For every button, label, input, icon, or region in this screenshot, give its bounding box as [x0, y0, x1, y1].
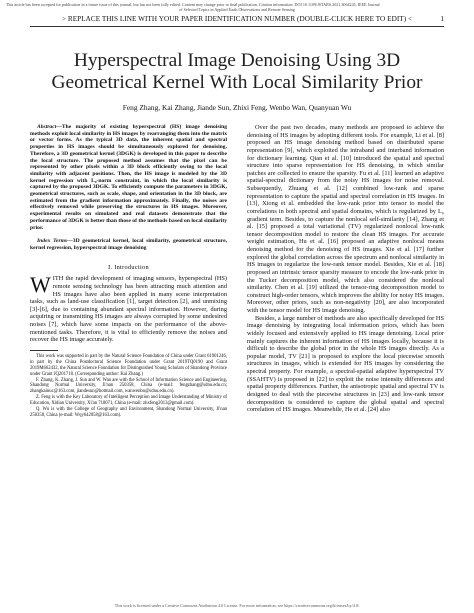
paper-title-line1: Hyperspectral Image Denoising Using 3D — [73, 50, 401, 71]
footnote-funding: This work was supported in part by the Natural Science Foundation of China under Grant 61901246, in part by the China Postdoctoral Science Foundation under Grant 2019TQ0190 and Grant 2019M662432, the Natural Science Foundation for Distinguished Young Scholars of Shandong Province under Grant JQ201718. (Corresponding author: Kai Zhang.) — [30, 353, 227, 377]
footnote-affiliation: Q. Wu is with the College of Geography and Environment, Shandong Normal University, Ji'nan 250358, China (e-mail: Wqy642058@163.com). — [30, 407, 227, 418]
footnote-rule — [30, 350, 58, 351]
intro-paragraph-text: ITH the rapid development of imaging sensors, hyperspectral (HS) remote sensing technology has been attracting much attention and HS images have also been applied in many scene interpretation tasks, such as land-use classification [1], target detection [2], and unmixing [3]-[6], due to containing abundant spectral information. However, during acquiring or transmitting HS images are always corrupted by some undesired noises [7], which have some impacts on the performance of the above-mentioned tasks. Therefore, it is vital to efficiently remove the noises and recover the HS image accurately. — [30, 275, 227, 344]
page-number: 1 — [440, 15, 444, 23]
running-header-text: > REPLACE THIS LINE WITH YOUR PAPER IDENTIFICATION NUMBER (DOUBLE-CLICK HERE TO EDIT) < — [61, 15, 413, 23]
section-heading-introduction: I. Introduction — [108, 263, 149, 271]
license-notice: This work is licensed under a Creative Commons Attribution 4.0 License. For more information, see https://creativecommons.org/licenses/by/4.0/ — [114, 603, 360, 608]
abstract-label: Abstract — [37, 124, 57, 130]
index-terms-text: —3D geometrical kernel, local similarity, geometrical structure, kernel regression, hyperspectral image denoising — [30, 238, 228, 251]
abstract — [30, 124, 227, 231]
publication-notice-line2: of Selected Topics in Applied Earth Observations and Remote Sensing — [179, 7, 295, 13]
publication-notice — [6, 2, 468, 13]
publication-notice-line1: This article has been accepted for publication in a future issue of this journal, but has not been fully edited. Content may change prior to final publication. Citation information: DOI 10.1109/JSTARS.2021.3064245, IEEE Journal — [6, 2, 380, 7]
paper-title-line2: Geometrical Kernel With Local Similarity Prior — [51, 71, 423, 93]
right-column — [247, 124, 444, 414]
body-paragraph: Over the past two decades, many methods are proposed to achieve the denoising of HS images by adopting different tools. For example, Li et al. [8] proposed an HS image denoising method based on distributed sparse representation [9], which exploited the intraband and interband information for dictionary learning. Qian et al. [10] introduced the spatial and spectral structure into sparse representation for HS denoising, in which similar patches are collected to ensure the sparsity. Fu et al. [11] learned an adaptive spatial-spectral dictionary from the noisy HS images for noise removal. Subsequently, Zhuang et al. [12] combined low-rank and sparse representation to capture the spatial and spectral correlation in HS images. In [13], Xiong et al. embedded the low-rank prior into tensor to model the correlations in both spectral and spatial domains, which is regularized by L₀ gradient term. Besides, to capture the nonlocal self-similarity [14], Zhang et al. [15] proposed a total variational (TV) regularized nonlocal low-rank tensor decomposition model to restore the clean HS images. For accurate weight estimation, Hu et al. [16] proposed an adaptive nonlocal means denoising method for the denoising of HS images. Xie et al. [17] further explored the global correlation across the spectrum and nonlocal similarity in HS images to regularize the low-rank tensor model. Besides, Xie et al. [18] proposed an intrinsic tensor sparsity measure to encode the low-rank prior in the Tucker decomposition model, which also considered the nonlocal similarity. Chen et al. [19] utilized the tensor-ring decomposition model to construct high-order tensors, which improves the ability for noisy HS images. Moreover, other priors, such as non-negativity [20], are also incorporated with the tensor model for HS image denoising. — [247, 124, 444, 314]
intro-paragraph — [30, 272, 227, 344]
author-list: Feng Zhang, Kai Zhang, Jiande Sun, Zhixi Feng, Wenbo Wan, Quanyuan Wu — [122, 103, 352, 112]
index-terms — [30, 238, 227, 251]
footnotes — [30, 354, 227, 419]
left-column — [30, 124, 227, 419]
paper-title — [30, 50, 444, 93]
running-header — [30, 15, 444, 24]
footnote-affiliation: F. Zhang, K. Zhang, J. Sun and W. Wan are with the School of Information Science and Engineering, Shandong Normal University, Ji'nan 250358, China (e-mail: fengzhang@sdnu.edu.cn; zhangkainuc@163.com, jiandesun@hotmail.com, wanwenbo@sdnu.edu.cn). — [30, 377, 227, 395]
body-paragraph: Besides, a large number of methods are also specifically developed for HS image denoising by integrating local information priors, which has been widely focused and extensively applied to HS image denoising. Local prior mainly captures the inherent information of HS images locally, because it is difficult to describe the global prior in the whole HS images directly. As a popular model, TV [21] is proposed to explore the local piecewise smooth structures in images, which is extended for HS images by considering the spectral property. For example, a spectral-spatial adaptive hyperspectral TV (SSAHTV) is proposed in [22] to exploit the noise intensity differences and spatial property differences. Further, the anisotropic spatial and spectral TV is designed to deal with the piecewise structures in [23] and low-rank tensor decomposition is considered to capture the global spatial and spectral correlation of HS images. Meanwhile, He et al. [24] also — [247, 314, 444, 414]
header-rule — [30, 26, 444, 27]
footnote-affiliation: Z. Feng is with the Key Laboratory of Intelligent Perception and Image Understanding of Ministry of Education, Xidian University, Xi'an 710071, China (e-mail: zhxfeng2013@gmail.com). — [30, 395, 227, 407]
abstract-text: —The majority of existing hyperspectral (HS) image denoising methods exploit local similarity in HS images by rearranging them into the matrix or vector forms. As the typical 3D data, the inherent spatial and spectral properties in HS images should be simultaneously explored for denoising. Therefore, a 3D geometrical kernel (3DGK) is developed in this paper to describe the local structure. The proposed method assumes that the pixel can be represented by other pixels within a 3D block efficiently owing to the local similarity with adjacent positions. Then, the HS image is modeled by the 3D kernel regression with L₀-norm constraint, in which the local similarity is captured by the proposed 3DGK. To efficiently compute the parameters in 3DGK, geometrical structures, such as scale, shape, and orientation in the 3D block, are estimated from the gradient information approximately. Finally, the noises are effectively removed while preserving the structures in HS images. Moreover, experimental results on simulated and real datasets demonstrate that the performance of 3DGK is better than those of the methods based on local similarity prior. — [30, 124, 227, 231]
index-terms-label: Index Terms — [37, 238, 68, 245]
drop-cap: W — [30, 272, 51, 298]
